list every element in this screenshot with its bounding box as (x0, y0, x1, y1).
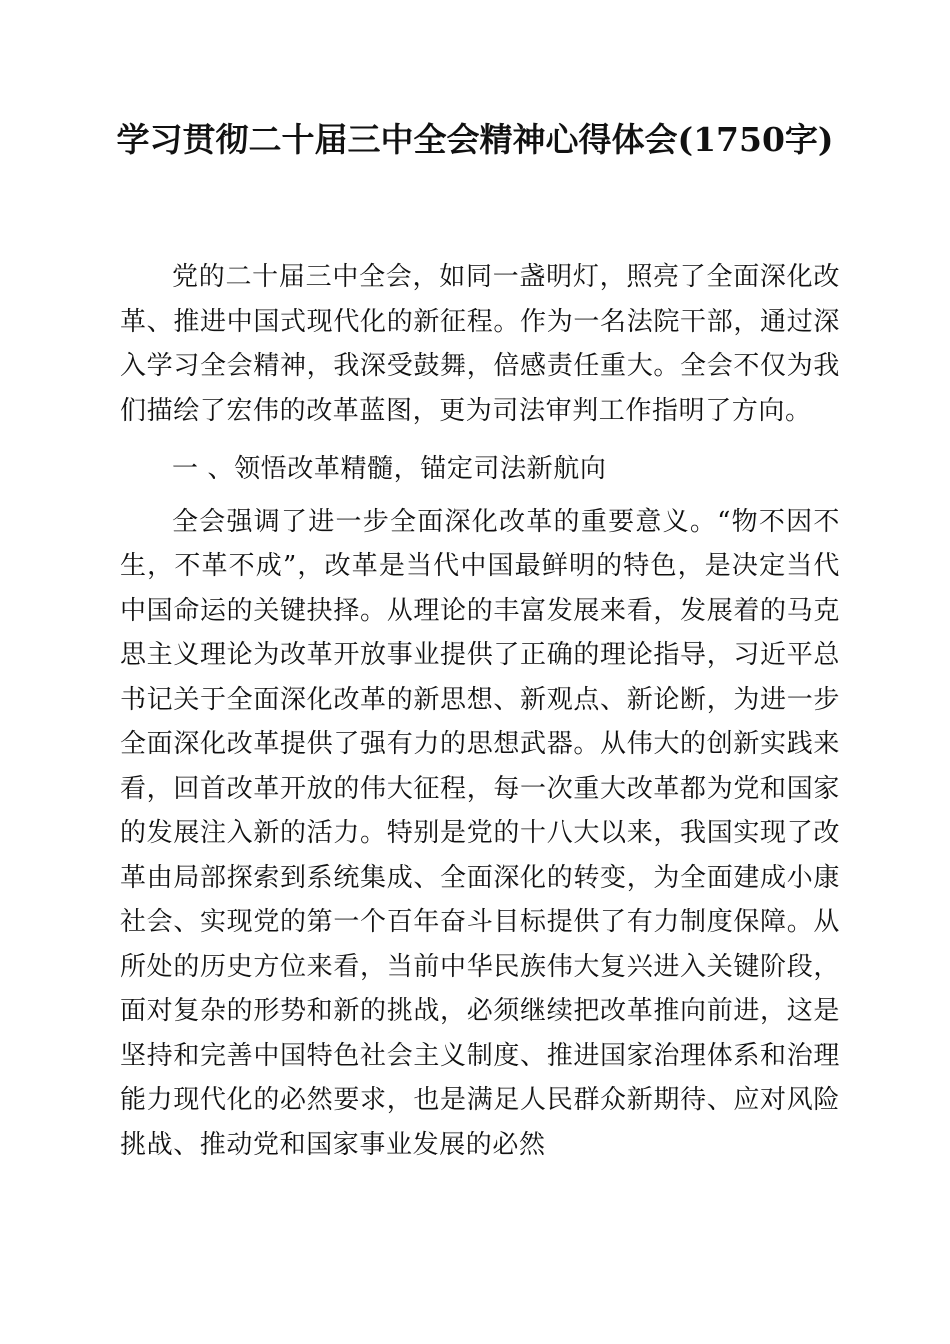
document-body (120, 255, 840, 1167)
intro-paragraph: 党的二十届三中全会，如同一盏明灯，照亮了全面深化改革、推进中国式现代化的新征程。作为一名法院干部，通过深入学习全会精神，我深受鼓舞，倍感责任重大。全会不仅为我们描绘了宏伟的改革蓝图，更为司法审判工作指明了方向。 (120, 262, 840, 426)
section-heading: 一 、领悟改革精髓，锚定司法新航向 (172, 454, 607, 484)
section-paragraph: 全会强调了进一步全面深化改革的重要意义。“物不因不生，不革不成”，改革是当代中国最鲜明的特色，是决定当代中国命运的关键抉择。从理论的丰富发展来看，发展着的马克思主义理论为改革开放事业提供了正确的理论指导，习近平总书记关于全面深化改革的新思想、新观点、新论断，为进一步全面深化改革提供了强有力的思想武器。从伟大的创新实践来看，回首改革开放的伟大征程，每一次重大改革都为党和国家的发展注入新的活力。特别是党的十八大以来，我国实现了改革由局部探索到系统集成、全面深化的转变，为全面建成小康社会、实现党的第一个百年奋斗目标提供了有力制度保障。从所处的历史方位来看，当前中华民族伟大复兴进入关键阶段，面对复杂的形势和新的挑战，必须继续把改革推向前进，这是坚持和完善中国特色社会主义制度、推进国家治理体系和治理能力现代化的必然要求，也是满足人民群众新期待、应对风险挑战、推动党和国家事业发展的必然 (120, 506, 840, 1160)
document-title: 学习贯彻二十届三中全会精神心得体会(1750字) (116, 120, 834, 159)
